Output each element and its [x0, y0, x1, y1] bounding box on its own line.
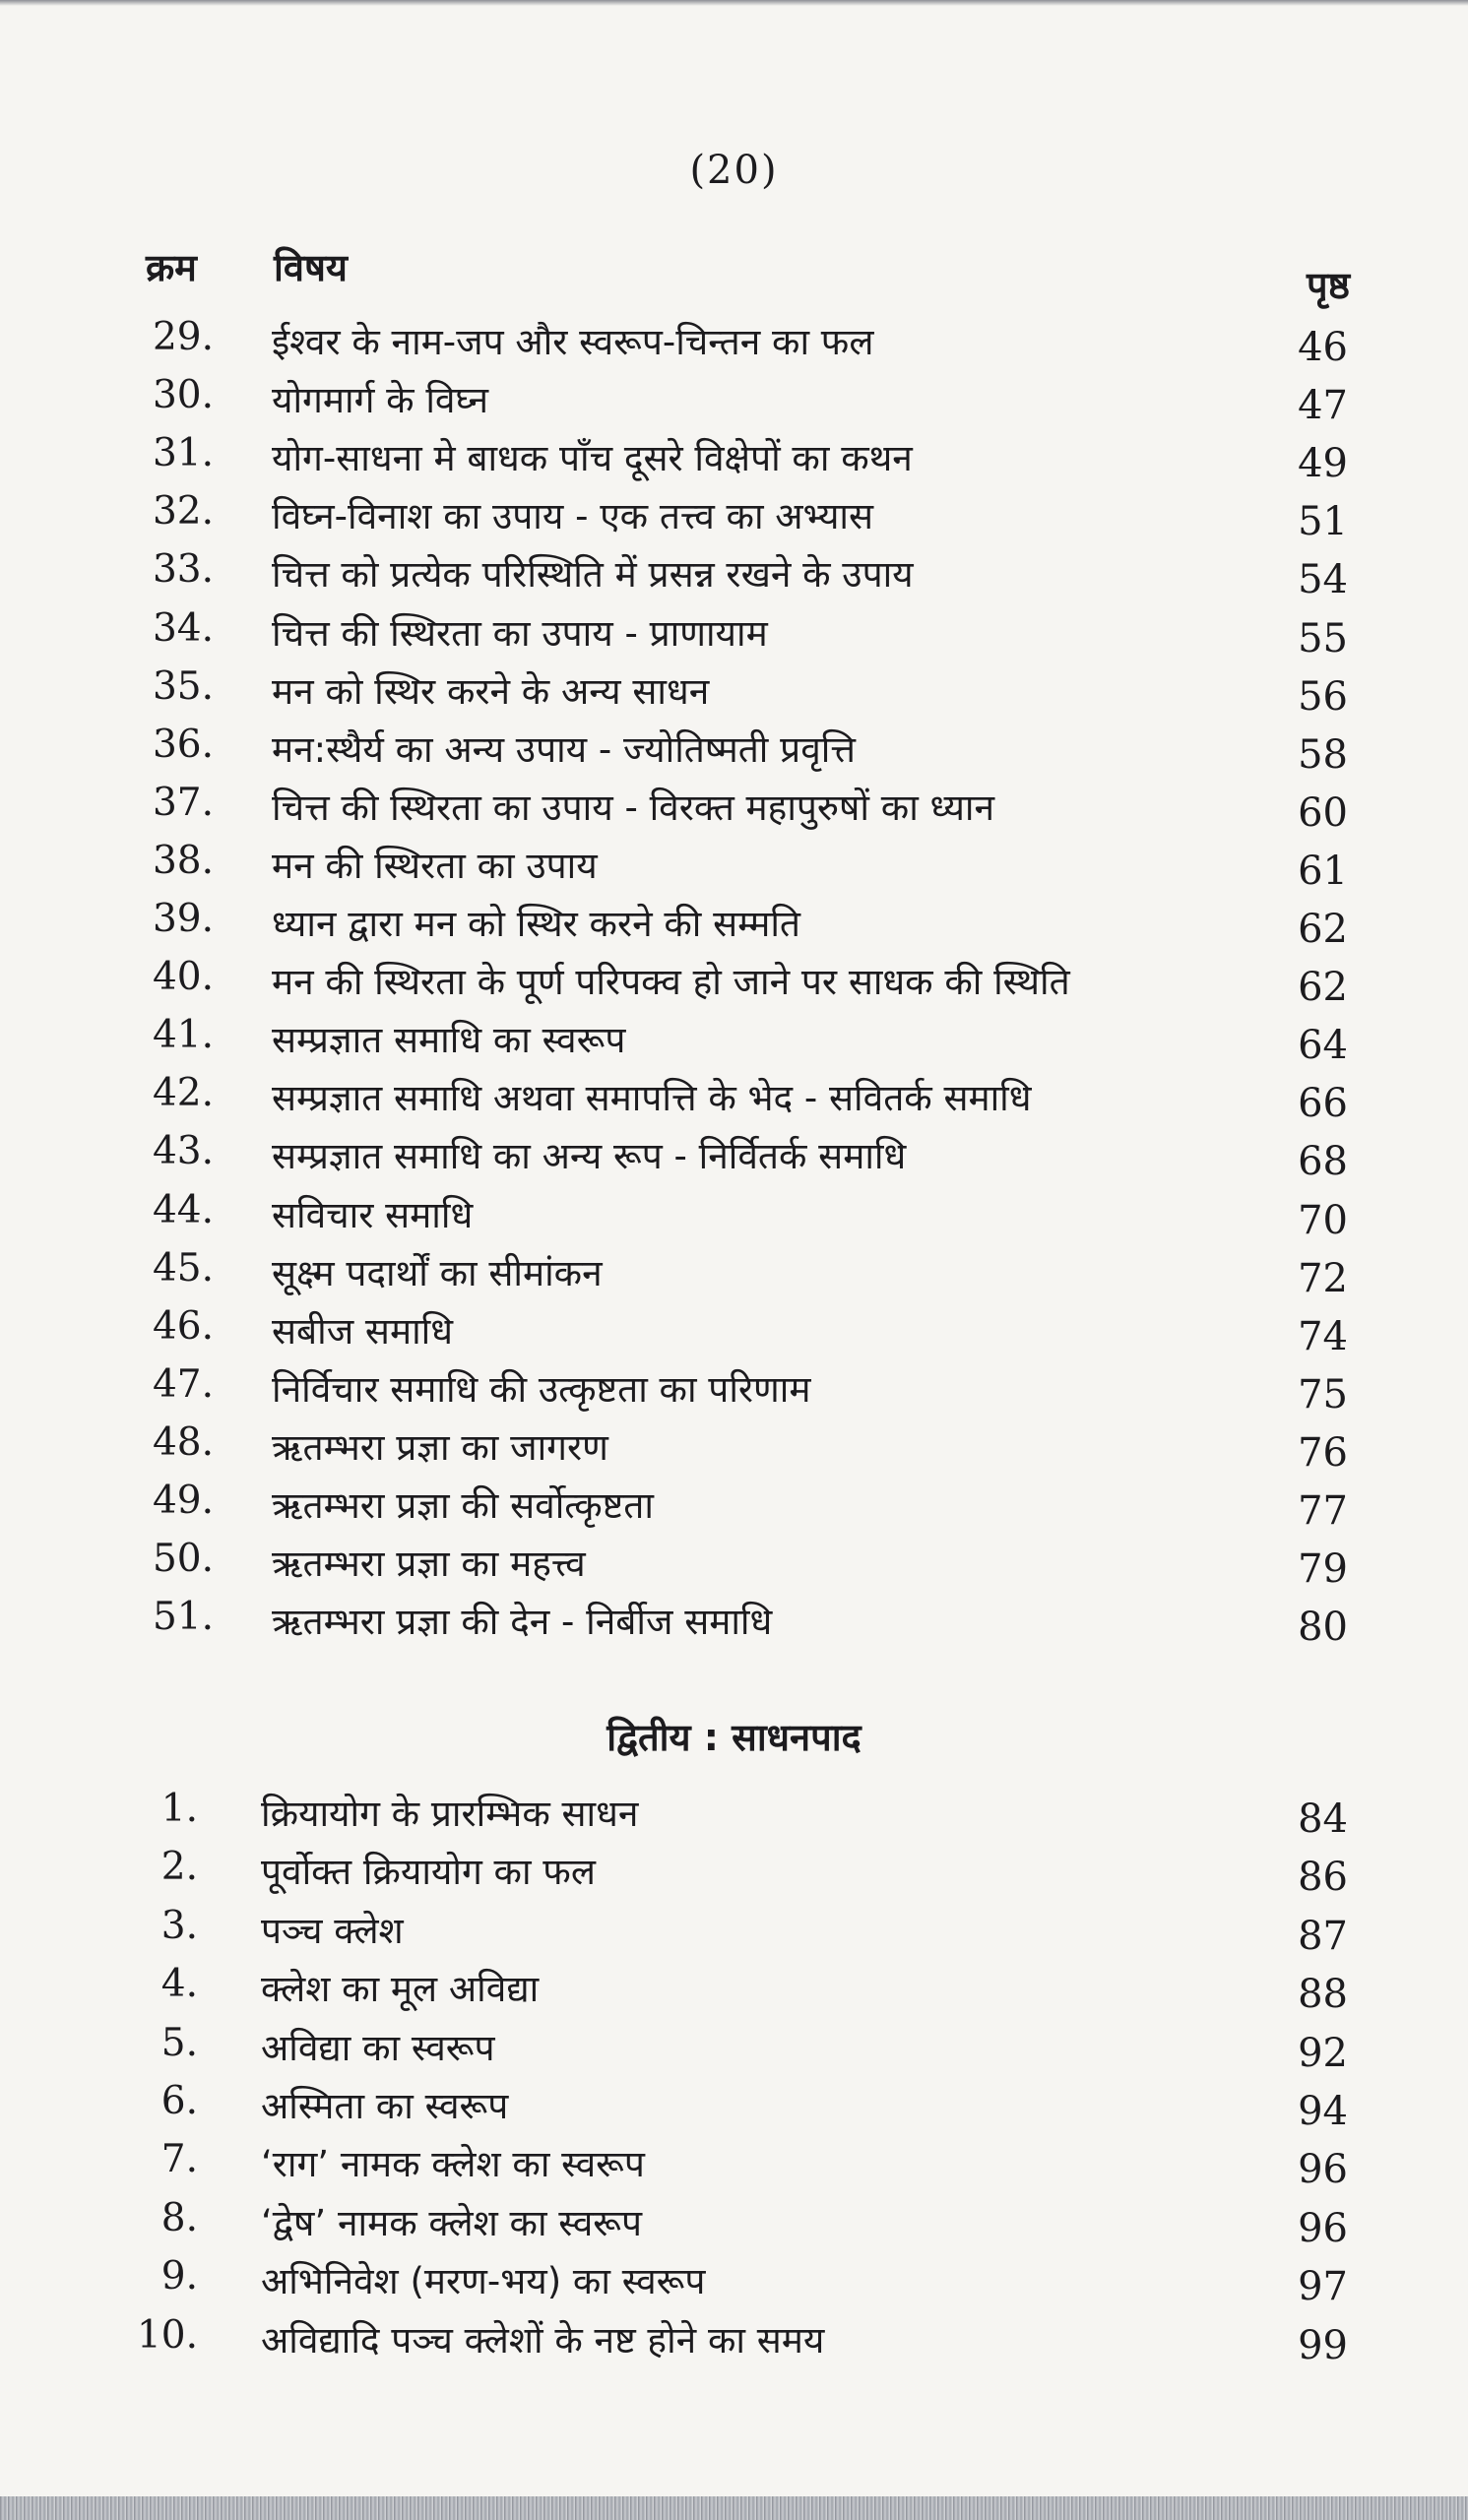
contents-row — [0, 1188, 1468, 1245]
entry-page: 96 — [1298, 2205, 1348, 2251]
entry-number: 46. — [152, 1303, 214, 1349]
contents-row — [0, 723, 1468, 780]
entry-page: 55 — [1298, 615, 1348, 662]
contents-row — [0, 1537, 1468, 1594]
entry-topic: ऋतम्भरा प्रज्ञा की देन - निर्बीज समाधि — [272, 1601, 773, 1644]
entry-number: 42. — [152, 1071, 214, 1116]
entry-topic: सविचार समाधि — [272, 1193, 474, 1236]
entry-topic: अविद्यादि पञ्च क्लेशों के नष्ट होने का समय — [261, 2318, 825, 2362]
entry-topic: मन की स्थिरता के पूर्ण परिपक्व हो जाने पर साधक की स्थिति — [272, 961, 1070, 1004]
entry-number: 5. — [160, 2020, 198, 2065]
entry-page: 75 — [1298, 1371, 1348, 1418]
entry-topic: सम्प्रज्ञात समाधि अथवा समापत्ति के भेद - सवितर्क समाधि — [272, 1077, 1032, 1120]
entry-page: 77 — [1298, 1488, 1348, 1534]
contents-row — [0, 1071, 1468, 1128]
entry-topic: ‘राग’ नामक क्लेश का स्वरूप — [261, 2143, 645, 2186]
entry-page: 62 — [1298, 965, 1348, 1011]
entry-number: 8. — [160, 2195, 198, 2240]
entry-number: 51. — [152, 1595, 214, 1640]
entry-topic: निर्विचार समाधि की उत्कृष्टता का परिणाम — [272, 1367, 811, 1411]
header-topic: विषय — [274, 246, 348, 289]
contents-row — [0, 1904, 1468, 1961]
contents-row — [0, 1013, 1468, 1070]
contents-row — [0, 606, 1468, 663]
entry-number: 37. — [152, 780, 214, 825]
entry-topic: योगमार्ग के विघ्न — [272, 379, 489, 422]
contents-row — [0, 1420, 1468, 1478]
entry-number: 30. — [152, 373, 214, 418]
entry-number: 6. — [160, 2079, 198, 2123]
entry-page: 46 — [1298, 325, 1348, 370]
contents-header — [0, 241, 1468, 307]
entry-topic: मन की स्थिरता का उपाय — [272, 844, 598, 887]
entry-number: 29. — [152, 315, 214, 359]
entry-page: 80 — [1298, 1605, 1348, 1651]
entry-topic: ऋतम्भरा प्रज्ञा की सर्वोत्कृष्टता — [272, 1484, 654, 1527]
entry-number: 44. — [152, 1187, 214, 1232]
entry-number: 50. — [152, 1537, 214, 1582]
entry-topic: अविद्या का स्वरूप — [261, 2026, 495, 2069]
entry-number: 40. — [152, 955, 214, 1000]
entry-topic: विघ्न-विनाश का उपाय - एक तत्त्व का अभ्यास — [272, 495, 874, 538]
entry-number: 4. — [160, 1962, 198, 2007]
contents-row — [0, 781, 1468, 838]
entry-number: 33. — [152, 547, 214, 593]
entry-topic: सूक्ष्म पदार्थों का सीमांकन — [272, 1251, 603, 1294]
entry-page: 70 — [1298, 1197, 1348, 1243]
entry-page: 96 — [1298, 2147, 1348, 2193]
entry-number: 36. — [152, 722, 214, 767]
entry-number: 45. — [152, 1245, 214, 1291]
entry-number: 47. — [152, 1361, 214, 1407]
contents-row — [0, 2313, 1468, 2370]
entry-page: 66 — [1298, 1081, 1348, 1127]
entry-page: 88 — [1298, 1972, 1348, 2018]
entry-page: 58 — [1298, 731, 1348, 778]
contents-row — [0, 489, 1468, 546]
entry-number: 10. — [136, 2312, 198, 2358]
entry-page: 72 — [1298, 1255, 1348, 1301]
entry-page: 99 — [1298, 2322, 1348, 2368]
contents-row — [0, 1129, 1468, 1186]
contents-row — [0, 1595, 1468, 1652]
entry-topic: पूर्वोक्त क्रियायोग का फल — [261, 1851, 596, 1894]
entry-page: 49 — [1298, 441, 1348, 487]
contents-row — [0, 2021, 1468, 2078]
contents-row — [0, 1246, 1468, 1303]
scan-bottom-edge — [0, 2496, 1468, 2520]
page-number: (20) — [689, 148, 779, 193]
header-page: पृष्ठ — [1307, 264, 1350, 307]
contents-row — [0, 2196, 1468, 2253]
entry-page: 64 — [1298, 1023, 1348, 1069]
contents-row — [0, 2254, 1468, 2311]
entry-number: 31. — [152, 431, 214, 476]
entry-page: 68 — [1298, 1139, 1348, 1185]
entry-topic: अभिनिवेश (मरण-भय) का स्वरूप — [261, 2260, 706, 2303]
entry-topic: पञ्च क्लेश — [261, 1909, 404, 1952]
entry-number: 38. — [152, 838, 214, 883]
entry-topic: क्लेश का मूल अविद्या — [261, 1968, 540, 2011]
section-title: द्वितीय : साधनपाद — [606, 1716, 862, 1759]
contents-row — [0, 1845, 1468, 1902]
entry-topic: सम्प्रज्ञात समाधि का अन्य रूप - निर्वितर्क समाधि — [272, 1135, 907, 1178]
contents-row — [0, 664, 1468, 722]
entry-page: 86 — [1298, 1855, 1348, 1901]
entry-topic: ‘द्वेष’ नामक क्लेश का स्वरूप — [261, 2201, 643, 2244]
contents-row — [0, 839, 1468, 896]
entry-number: 35. — [152, 663, 214, 709]
entry-page: 94 — [1298, 2089, 1348, 2134]
entry-page: 92 — [1298, 2030, 1348, 2076]
entry-page: 54 — [1298, 557, 1348, 603]
contents-row — [0, 1962, 1468, 2019]
entry-topic: योग-साधना मे बाधक पाँच दूसरे विक्षेपों का कथन — [272, 437, 913, 480]
entry-topic: क्रियायोग के प्रारम्भिक साधन — [261, 1793, 639, 1835]
entry-page: 97 — [1298, 2264, 1348, 2310]
entry-topic: मन:स्थैर्य का अन्य उपाय - ज्योतिष्मती प्रवृत्ति — [272, 727, 856, 771]
entry-topic: ऋतम्भरा प्रज्ञा का महत्त्व — [272, 1543, 586, 1586]
entry-number: 9. — [160, 2254, 198, 2300]
entry-page: 74 — [1298, 1313, 1348, 1359]
entry-topic: चित्त की स्थिरता का उपाय - विरक्त महापुरुषों का ध्यान — [272, 786, 995, 829]
entry-number: 3. — [160, 1903, 198, 1948]
entry-topic: सम्प्रज्ञात समाधि का स्वरूप — [272, 1019, 626, 1062]
contents-row — [0, 2137, 1468, 2194]
entry-topic: मन को स्थिर करने के अन्य साधन — [272, 669, 710, 713]
entry-topic: सबीज समाधि — [272, 1309, 453, 1353]
entry-number: 43. — [152, 1129, 214, 1174]
entry-topic: ध्यान द्वारा मन को स्थिर करने की सम्मति — [272, 903, 801, 945]
entry-page: 61 — [1298, 848, 1348, 894]
entry-page: 79 — [1298, 1546, 1348, 1593]
entry-page: 56 — [1298, 673, 1348, 720]
entry-topic: अस्मिता का स्वरूप — [261, 2085, 509, 2127]
entry-topic: चित्त की स्थिरता का उपाय - प्राणायाम — [272, 611, 768, 655]
entry-number: 48. — [152, 1419, 214, 1465]
contents-row — [0, 1787, 1468, 1844]
contents-row — [0, 2079, 1468, 2136]
contents-row — [0, 897, 1468, 954]
entry-page: 60 — [1298, 789, 1348, 836]
entry-page: 87 — [1298, 1913, 1348, 1959]
contents-row — [0, 431, 1468, 488]
entry-topic: ऋतम्भरा प्रज्ञा का जागरण — [272, 1425, 608, 1469]
entry-number: 32. — [152, 489, 214, 535]
entry-number: 34. — [152, 605, 214, 651]
contents-row — [0, 373, 1468, 430]
contents-row — [0, 1479, 1468, 1536]
entry-page: 51 — [1298, 499, 1348, 545]
entry-number: 49. — [152, 1479, 214, 1523]
contents-row — [0, 1304, 1468, 1361]
header-number: क्रम — [146, 246, 197, 289]
contents-row — [0, 1362, 1468, 1419]
entry-topic: चित्त को प्रत्येक परिस्थिति में प्रसन्न रखने के उपाय — [272, 553, 914, 597]
entry-number: 2. — [160, 1845, 198, 1890]
entry-number: 41. — [152, 1013, 214, 1058]
scan-top-edge — [0, 0, 1468, 6]
contents-row — [0, 315, 1468, 372]
entry-number: 7. — [160, 2137, 198, 2182]
contents-row — [0, 547, 1468, 604]
entry-number: 39. — [152, 897, 214, 941]
entry-page: 76 — [1298, 1429, 1348, 1476]
entry-topic: ईश्वर के नाम-जप और स्वरूप-चिन्तन का फल — [272, 321, 874, 363]
contents-row — [0, 955, 1468, 1012]
entry-number: 1. — [160, 1787, 198, 1831]
entry-page: 47 — [1298, 383, 1348, 429]
entry-page: 84 — [1298, 1796, 1348, 1842]
entry-page: 62 — [1298, 907, 1348, 952]
